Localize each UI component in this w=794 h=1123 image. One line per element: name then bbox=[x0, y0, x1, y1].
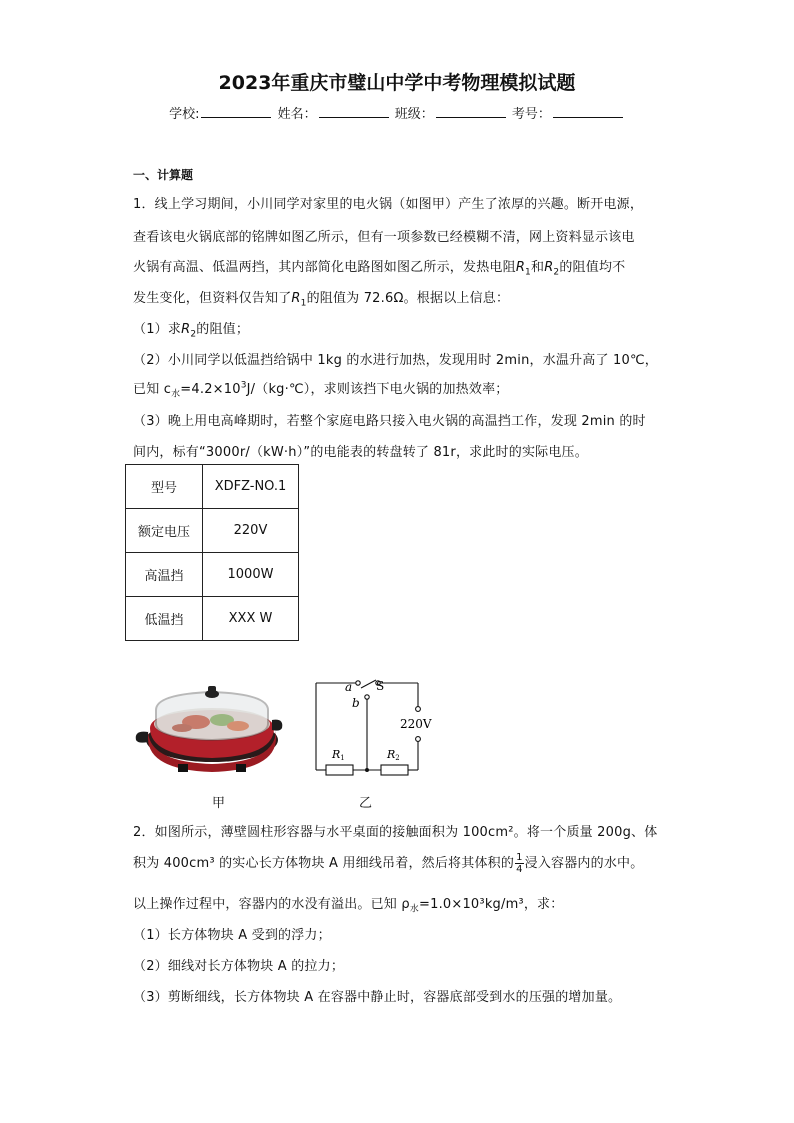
q2-line-2a: 积为 400cm³ 的实心长方体物块 A 用细线吊着，然后将其体积的 bbox=[133, 856, 515, 871]
table-cell-key: 额定电压 bbox=[126, 509, 203, 553]
q1-part-3-line-1: （3）晚上用电高峰期时，若整个家庭电路只接入电火锅的高温挡工作，发现 2min 的时 bbox=[133, 414, 646, 429]
q1-part-1 bbox=[133, 318, 249, 340]
q2-line-2b: 浸入容器内的水中。 bbox=[524, 856, 644, 871]
r2-subscript: 2 bbox=[190, 329, 197, 340]
class-blank[interactable] bbox=[436, 105, 506, 118]
r2-label bbox=[386, 748, 400, 762]
q1-line-3 bbox=[133, 256, 625, 278]
fraction-denominator: 4 bbox=[516, 864, 523, 875]
switch-label-s: S bbox=[376, 679, 385, 693]
q1-line-4a: 发生变化，但资料仅告知了 bbox=[133, 291, 292, 306]
q2-part-3: （3）剪断细线，长方体物块 A 在容器中静止时，容器底部受到水的压强的增加量。 bbox=[133, 990, 622, 1005]
q2-part-2: （2）细线对长方体物块 A 的拉力； bbox=[133, 959, 345, 974]
q1-line-3b: 和 bbox=[530, 260, 545, 275]
q2-part-1: （1）长方体物块 A 受到的浮力； bbox=[133, 928, 331, 943]
r2-label-letter: R bbox=[387, 748, 396, 761]
q1-line-1: 1．线上学习期间，小川同学对家里的电火锅（如图甲）产生了浓厚的兴趣。断开电源， bbox=[133, 197, 644, 212]
fraction-numerator: 1 bbox=[516, 852, 523, 863]
table-row bbox=[126, 509, 299, 553]
r1-label-letter: R bbox=[332, 748, 341, 761]
switch-label-a: a bbox=[345, 680, 353, 694]
r1-subscript: 1 bbox=[525, 267, 531, 278]
r1-symbol: R bbox=[515, 260, 526, 275]
q1-part-1a: （1）求 bbox=[133, 322, 182, 337]
q1-part-2c: =4.2×10 bbox=[180, 382, 241, 397]
r1-label bbox=[331, 748, 345, 762]
caption-yi: 乙 bbox=[359, 796, 373, 811]
voltage-label: 220V bbox=[400, 717, 432, 731]
r1-symbol: R bbox=[291, 291, 301, 306]
r2-label-sub: 2 bbox=[395, 754, 400, 762]
table-cell-key: 低温挡 bbox=[126, 597, 203, 641]
q2-line-1: 2．如图所示，薄壁圆柱形容器与水平桌面的接触面积为 100cm²。将一个质量 200g、体 bbox=[133, 825, 658, 840]
q1-part-2-line-2 bbox=[133, 378, 508, 400]
name-label: 姓名： bbox=[277, 107, 317, 122]
q1-line-3a: 火锅有高温、低温两挡，其内部简化电路图如图乙所示，发热电阻 bbox=[133, 260, 516, 275]
q1-part-1b: 的阻值； bbox=[196, 322, 250, 337]
q2-line-2 bbox=[133, 852, 643, 875]
page-title: 2023年重庆市璧山中学中考物理模拟试题 bbox=[218, 72, 576, 94]
q1-part-2-line-1: （2）小川同学以低温挡给锅中 1kg 的水进行加热，发现用时 2min，水温升高了 10℃， bbox=[133, 353, 658, 368]
hot-pot-image bbox=[134, 680, 284, 775]
table-cell-value: 1000W bbox=[203, 553, 299, 597]
q1-line-2: 查看该电火锅底部的铭牌如图乙所示，但有一项参数已经模糊不清，网上资料显示该电 bbox=[133, 230, 635, 245]
r2-symbol: R bbox=[181, 322, 191, 337]
student-info-line bbox=[0, 103, 794, 122]
q1-part-2b: 已知 c bbox=[133, 382, 172, 397]
nameplate-table bbox=[125, 464, 299, 641]
section-title: 一、计算题 bbox=[133, 168, 194, 182]
fraction bbox=[515, 852, 524, 875]
table-cell-key: 型号 bbox=[126, 465, 203, 509]
cube-superscript: 3 bbox=[240, 380, 247, 391]
q2-line-3c: =1.0×10³kg/m³，求： bbox=[419, 897, 564, 912]
switch-label-b: b bbox=[352, 696, 360, 710]
q2-line-3 bbox=[133, 893, 563, 915]
class-label: 班级： bbox=[394, 107, 434, 122]
water-subscript: 水 bbox=[171, 389, 181, 400]
q1-part-3-line-2: 间内，标有“3000r/（kW·h）”的电能表的转盘转了 81r，求此时的实际电压。 bbox=[133, 445, 588, 460]
school-label: 学校: bbox=[169, 107, 200, 122]
r2-symbol: R bbox=[544, 260, 554, 275]
table-cell-key: 高温挡 bbox=[126, 553, 203, 597]
r1-label-sub: 1 bbox=[340, 754, 345, 762]
table-row bbox=[126, 553, 299, 597]
table-cell-value: XDFZ-NO.1 bbox=[203, 465, 299, 509]
q2-line-3a: 以上操作过程中，容器内的水没有溢出。已知 ρ bbox=[133, 897, 410, 912]
caption-jia: 甲 bbox=[212, 796, 226, 811]
table-cell-value: 220V bbox=[203, 509, 299, 553]
r2-subscript: 2 bbox=[553, 267, 560, 278]
table-cell-value: XXX W bbox=[203, 597, 299, 641]
table-row bbox=[126, 465, 299, 509]
q1-part-2d: J/（kg·℃），求则该挡下电火锅的加热效率； bbox=[246, 382, 509, 397]
q1-line-4 bbox=[133, 287, 509, 309]
number-blank[interactable] bbox=[553, 105, 623, 118]
school-blank[interactable] bbox=[201, 105, 271, 118]
q1-line-3c: 的阻值均不 bbox=[559, 260, 626, 275]
circuit-diagram bbox=[312, 676, 437, 778]
name-blank[interactable] bbox=[319, 105, 389, 118]
q1-line-4b: 的阻值为 72.6Ω。根据以上信息： bbox=[306, 291, 510, 306]
junction-dot bbox=[365, 768, 369, 772]
water-subscript: 水 bbox=[409, 904, 419, 915]
r1-subscript: 1 bbox=[300, 298, 307, 309]
number-label: 考号： bbox=[511, 107, 551, 122]
table-row bbox=[126, 597, 299, 641]
